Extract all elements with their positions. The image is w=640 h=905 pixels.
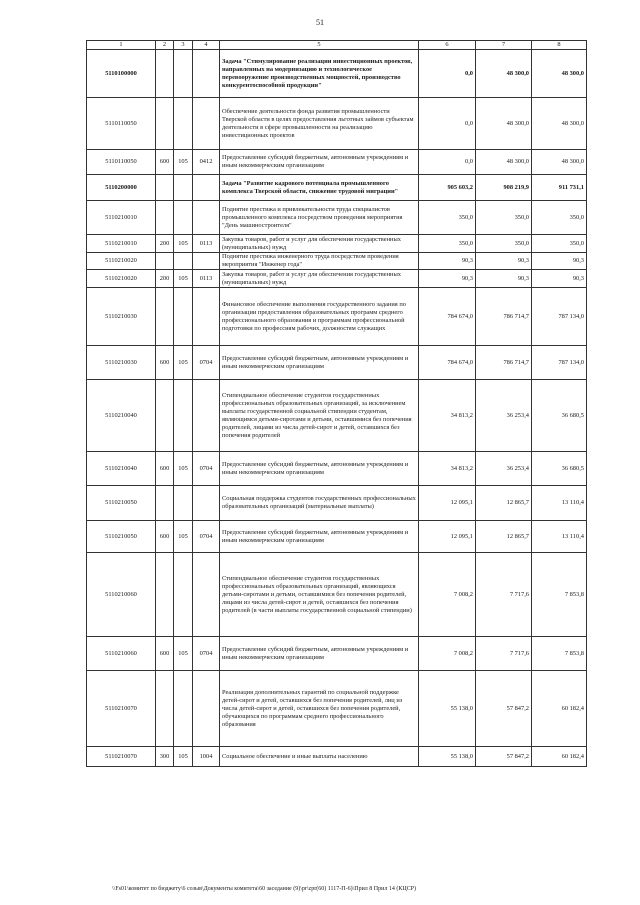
amount-2020-cell: 7 717,6 — [476, 637, 532, 671]
header-cell: 5 — [220, 41, 419, 50]
ministry-cell: 105 — [174, 150, 193, 175]
amount-2021-cell: 90,3 — [532, 253, 587, 270]
amount-2019-cell: 12 095,1 — [419, 486, 476, 521]
ministry-cell — [174, 201, 193, 235]
table-row — [87, 270, 587, 288]
description-cell: Стипендиальное обеспечение студентов государственных профессиональных образовательных организаций, за исключением выплаты государственной социальной стипендии студентам, являющимся детьми-сиротами и детьми, оставшимися без попечения родителей, лицами из числа детей-сирот и детей, оставшихся без попечения родителей — [220, 380, 419, 452]
ministry-cell — [174, 486, 193, 521]
header-cell: 3 — [174, 41, 193, 50]
code-cell: 5110210030 — [87, 288, 156, 346]
description-cell: Предоставление субсидий бюджетным, автономным учреждениям и иным некоммерческим организациям — [220, 150, 419, 175]
amount-2019-cell: 905 603,2 — [419, 175, 476, 201]
amount-2020-cell: 48 300,0 — [476, 150, 532, 175]
expense-type-cell — [156, 553, 174, 637]
expense-type-cell: 300 — [156, 747, 174, 767]
expense-type-cell: 200 — [156, 235, 174, 253]
table-row — [87, 452, 587, 486]
description-cell: Задача "Стимулирование реализации инвестиционных проектов, направленных на модернизацию и технологическое перевооружение производственных мощностей, производство конкурентоспособной продукции" — [220, 50, 419, 98]
header-cell: 1 — [87, 41, 156, 50]
description-cell: Реализация дополнительных гарантий по социальной поддержке детей-сирот и детей, оставшихся без попечения родителей, лиц из числа детей-сирот и детей, оставшихся без попечения родителей, обучающихся по программам среднего профессионального образования — [220, 671, 419, 747]
table-row — [87, 98, 587, 150]
section-cell: 1004 — [193, 747, 220, 767]
description-cell: Стипендиальное обеспечение студентов государственных профессиональных образовательных организаций, являющихся детьми-сиротами и детьми, оставшимися без попечения родителей, лицами из числа детей-сирот и детей, оставшихся без попечения родителей (в части выплаты государственной социальной стипендии) — [220, 553, 419, 637]
table-row — [87, 486, 587, 521]
expense-type-cell — [156, 201, 174, 235]
code-cell: 5110200000 — [87, 175, 156, 201]
description-cell: Социальное обеспечение и иные выплаты населению — [220, 747, 419, 767]
table-row — [87, 50, 587, 98]
amount-2021-cell: 36 680,5 — [532, 452, 587, 486]
code-cell: 5110210060 — [87, 553, 156, 637]
description-cell: Закупка товаров, работ и услуг для обеспечения государственных (муниципальных) нужд — [220, 235, 419, 253]
table-row — [87, 150, 587, 175]
amount-2021-cell: 787 134,0 — [532, 346, 587, 380]
code-cell: 5110210030 — [87, 346, 156, 380]
expense-type-cell: 600 — [156, 150, 174, 175]
table-row — [87, 175, 587, 201]
section-cell — [193, 253, 220, 270]
ministry-cell — [174, 253, 193, 270]
amount-2021-cell: 60 182,4 — [532, 747, 587, 767]
section-cell — [193, 288, 220, 346]
table-row — [87, 747, 587, 767]
section-cell — [193, 201, 220, 235]
amount-2021-cell: 911 731,1 — [532, 175, 587, 201]
description-cell: Обеспечение деятельности фонда развития промышленности Тверской области в целях предоставления льготных займов субъектам деятельности в сфере промышленности на реализацию инвестиционных проектов — [220, 98, 419, 150]
description-cell: Предоставление субсидий бюджетным, автономным учреждениям и иным некоммерческим организациям — [220, 346, 419, 380]
file-path-footer: \\Fs01\комитет по бюджету\6 созыв\Документы комитета\60 заседание (9)\pr\zpr(60) 1117-П-6)\Прил 8 Прил 14 (КЦСР) — [112, 886, 416, 892]
amount-2020-cell: 48 300,0 — [476, 50, 532, 98]
section-cell: 0704 — [193, 521, 220, 553]
amount-2020-cell: 90,3 — [476, 270, 532, 288]
table-row — [87, 253, 587, 270]
code-cell: 5110210070 — [87, 671, 156, 747]
table-row — [87, 553, 587, 637]
code-cell: 5110210050 — [87, 521, 156, 553]
header-cell: 2 — [156, 41, 174, 50]
code-cell: 5110210070 — [87, 747, 156, 767]
table-header-row — [87, 41, 587, 50]
amount-2019-cell: 350,0 — [419, 201, 476, 235]
ministry-cell: 105 — [174, 521, 193, 553]
table-row — [87, 288, 587, 346]
description-cell: Поднятие престижа и привлекательности труда специалистов промышленного комплекса посредством проведения мероприятия "День машиностроителя" — [220, 201, 419, 235]
amount-2021-cell: 36 680,5 — [532, 380, 587, 452]
amount-2021-cell: 48 300,0 — [532, 50, 587, 98]
amount-2019-cell: 784 674,0 — [419, 346, 476, 380]
ministry-cell: 105 — [174, 637, 193, 671]
amount-2019-cell: 55 138,0 — [419, 747, 476, 767]
amount-2019-cell: 34 813,2 — [419, 452, 476, 486]
ministry-cell — [174, 175, 193, 201]
expense-type-cell: 200 — [156, 270, 174, 288]
amount-2019-cell: 784 674,0 — [419, 288, 476, 346]
amount-2019-cell: 90,3 — [419, 253, 476, 270]
ministry-cell: 105 — [174, 747, 193, 767]
code-cell: 5110210010 — [87, 201, 156, 235]
budget-table — [86, 40, 587, 767]
amount-2020-cell: 350,0 — [476, 235, 532, 253]
expense-type-cell — [156, 50, 174, 98]
header-cell: 4 — [193, 41, 220, 50]
ministry-cell — [174, 50, 193, 98]
expense-type-cell: 600 — [156, 346, 174, 380]
section-cell: 0412 — [193, 150, 220, 175]
amount-2021-cell: 48 300,0 — [532, 150, 587, 175]
amount-2019-cell: 7 008,2 — [419, 637, 476, 671]
section-cell — [193, 486, 220, 521]
expense-type-cell — [156, 486, 174, 521]
amount-2020-cell: 786 714,7 — [476, 346, 532, 380]
ministry-cell: 105 — [174, 346, 193, 380]
amount-2019-cell: 0,0 — [419, 50, 476, 98]
description-cell: Предоставление субсидий бюджетным, автономным учреждениям и иным некоммерческим организациям — [220, 452, 419, 486]
expense-type-cell — [156, 671, 174, 747]
section-cell — [193, 380, 220, 452]
description-cell: Социальная поддержка студентов государственных профессиональных образовательных организаций (материальные выплаты) — [220, 486, 419, 521]
code-cell: 5110110050 — [87, 150, 156, 175]
amount-2019-cell: 350,0 — [419, 235, 476, 253]
section-cell: 0704 — [193, 452, 220, 486]
amount-2020-cell: 36 253,4 — [476, 452, 532, 486]
amount-2019-cell: 7 008,2 — [419, 553, 476, 637]
amount-2020-cell: 36 253,4 — [476, 380, 532, 452]
header-cell: 8 — [532, 41, 587, 50]
amount-2019-cell: 90,3 — [419, 270, 476, 288]
amount-2020-cell: 12 865,7 — [476, 521, 532, 553]
amount-2020-cell: 48 300,0 — [476, 98, 532, 150]
table-row — [87, 235, 587, 253]
description-cell: Задача "Развитие кадрового потенциала промышленного комплекса Тверской области, снижение трудовой миграции" — [220, 175, 419, 201]
description-cell: Предоставление субсидий бюджетным, автономным учреждениям и иным некоммерческим организациям — [220, 521, 419, 553]
header-cell: 6 — [419, 41, 476, 50]
expense-type-cell — [156, 253, 174, 270]
code-cell: 5110210040 — [87, 452, 156, 486]
amount-2019-cell: 55 138,0 — [419, 671, 476, 747]
table-row — [87, 521, 587, 553]
expense-type-cell — [156, 98, 174, 150]
section-cell: 0113 — [193, 235, 220, 253]
amount-2020-cell: 12 865,7 — [476, 486, 532, 521]
ministry-cell — [174, 98, 193, 150]
ministry-cell — [174, 553, 193, 637]
amount-2021-cell: 7 853,8 — [532, 637, 587, 671]
amount-2019-cell: 34 813,2 — [419, 380, 476, 452]
code-cell: 5110210020 — [87, 253, 156, 270]
description-cell: Закупка товаров, работ и услуг для обеспечения государственных (муниципальных) нужд — [220, 270, 419, 288]
amount-2020-cell: 908 219,9 — [476, 175, 532, 201]
code-cell: 5110210040 — [87, 380, 156, 452]
code-cell: 5110210050 — [87, 486, 156, 521]
amount-2019-cell: 12 095,1 — [419, 521, 476, 553]
code-cell: 5110210060 — [87, 637, 156, 671]
description-cell: Предоставление субсидий бюджетным, автономным учреждениям и иным некоммерческим организациям — [220, 637, 419, 671]
code-cell: 5110210010 — [87, 235, 156, 253]
expense-type-cell: 600 — [156, 637, 174, 671]
amount-2020-cell: 7 717,6 — [476, 553, 532, 637]
amount-2021-cell: 350,0 — [532, 235, 587, 253]
amount-2020-cell: 350,0 — [476, 201, 532, 235]
expense-type-cell: 600 — [156, 521, 174, 553]
amount-2021-cell: 48 300,0 — [532, 98, 587, 150]
ministry-cell — [174, 671, 193, 747]
amount-2021-cell: 90,3 — [532, 270, 587, 288]
description-cell: Финансовое обеспечение выполнения государственного задания по организации предоставления образовательных программ среднего профессионального образования и программам профессиональной подготовки по профессиям рабочих, должностям служащих — [220, 288, 419, 346]
description-cell: Поднятие престижа инженерного труда посредством проведения мероприятия "Инженер года" — [220, 253, 419, 270]
table-row — [87, 201, 587, 235]
amount-2020-cell: 90,3 — [476, 253, 532, 270]
code-cell: 5110100000 — [87, 50, 156, 98]
amount-2020-cell: 57 847,2 — [476, 671, 532, 747]
amount-2020-cell: 57 847,2 — [476, 747, 532, 767]
expense-type-cell — [156, 175, 174, 201]
code-cell: 5110210020 — [87, 270, 156, 288]
ministry-cell — [174, 380, 193, 452]
ministry-cell — [174, 288, 193, 346]
amount-2019-cell: 0,0 — [419, 98, 476, 150]
amount-2020-cell: 786 714,7 — [476, 288, 532, 346]
amount-2021-cell: 60 182,4 — [532, 671, 587, 747]
expense-type-cell — [156, 380, 174, 452]
section-cell: 0113 — [193, 270, 220, 288]
section-cell — [193, 50, 220, 98]
section-cell — [193, 98, 220, 150]
header-cell: 7 — [476, 41, 532, 50]
amount-2021-cell: 7 853,8 — [532, 553, 587, 637]
amount-2021-cell: 13 110,4 — [532, 521, 587, 553]
table-row — [87, 346, 587, 380]
section-cell: 0704 — [193, 637, 220, 671]
amount-2021-cell: 787 134,0 — [532, 288, 587, 346]
table-row — [87, 637, 587, 671]
table-row — [87, 380, 587, 452]
section-cell — [193, 553, 220, 637]
ministry-cell: 105 — [174, 235, 193, 253]
amount-2021-cell: 13 110,4 — [532, 486, 587, 521]
section-cell — [193, 175, 220, 201]
section-cell: 0704 — [193, 346, 220, 380]
expense-type-cell: 600 — [156, 452, 174, 486]
page-number: 51 — [316, 18, 324, 27]
amount-2021-cell: 350,0 — [532, 201, 587, 235]
ministry-cell: 105 — [174, 270, 193, 288]
section-cell — [193, 671, 220, 747]
ministry-cell: 105 — [174, 452, 193, 486]
expense-type-cell — [156, 288, 174, 346]
code-cell: 5110110050 — [87, 98, 156, 150]
amount-2019-cell: 0,0 — [419, 150, 476, 175]
table-row — [87, 671, 587, 747]
